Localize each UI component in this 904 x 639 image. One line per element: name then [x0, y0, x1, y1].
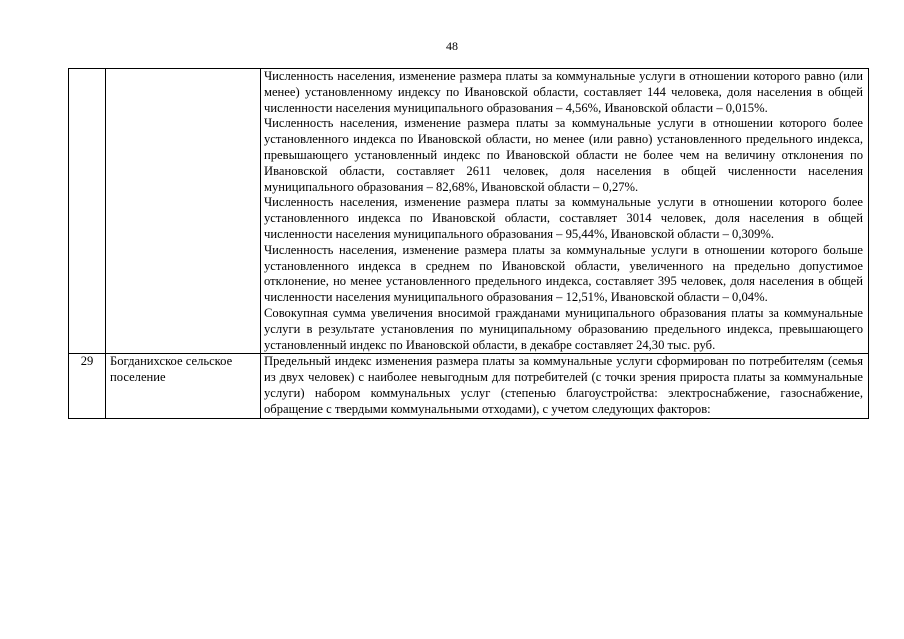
description-cell	[261, 354, 869, 418]
paragraph: Численность населения, изменение размера платы за коммунальные услуги в отношении которого более установленного индекса по Ивановской области, но менее (или равно) установленного предельного индекса, превышающего установленный индекс по Ивановской области не более чем на величину отклонения по Ивановской области, составляет 2611 человек, доля населения в общей численности населения муниципального образования – 82,68%, Ивановской области – 0,27%.	[264, 116, 863, 194]
row-number-cell	[69, 69, 106, 354]
paragraph: Численность населения, изменение размера платы за коммунальные услуги в отношении которого больше установленного индекса в среднем по Ивановской области, увеличенного на предельно допустимое отклонение, но менее установленного предельного индекса, составляет 395 человек, доля населения в общей численности населения муниципального образования – 12,51%, Ивановской области – 0,04%.	[264, 242, 863, 305]
row-number-cell: 29	[69, 354, 106, 418]
paragraph: Предельный индекс изменения размера платы за коммунальные услуги сформирован по потребителям (семья из двух человек) с наиболее невыгодным для потребителей (с точки зрения прироста платы за коммунальные услуги) набором коммунальных услуг (степенью благоустройства: электроснабжение, газоснабжение, обращение с твердыми коммунальными отходами), с учетом следующих факторов:	[264, 354, 863, 416]
page-number: 48	[446, 39, 458, 53]
table-row	[69, 354, 869, 418]
paragraph: Численность населения, изменение размера платы за коммунальные услуги в отношении которого равно (или менее) установленному индексу по Ивановской области, составляет 144 человека, доля населения в общей численности населения муниципального образования – 4,56%, Ивановской области – 0,015%.	[264, 69, 863, 115]
description-cell	[261, 69, 869, 354]
municipality-name-cell	[106, 69, 261, 354]
paragraph: Численность населения, изменение размера платы за коммунальные услуги в отношении которого более установленного индекса по Ивановской области, составляет 3014 человек, доля населения в общей численности населения муниципального образования – 95,44%, Ивановской области – 0,309%.	[264, 195, 863, 241]
table-row	[69, 69, 869, 354]
paragraph: Совокупная сумма увеличения вносимой гражданами муниципального образования платы за коммунальные услуги в результате установления по муниципальному образованию предельного индекса, превышающего установленный индекс по Ивановской области, в декабре составляет 24,30 тыс. руб.	[264, 305, 863, 352]
municipality-name-cell: Богданихское сельское поселение	[106, 354, 261, 418]
document-table	[68, 68, 869, 419]
